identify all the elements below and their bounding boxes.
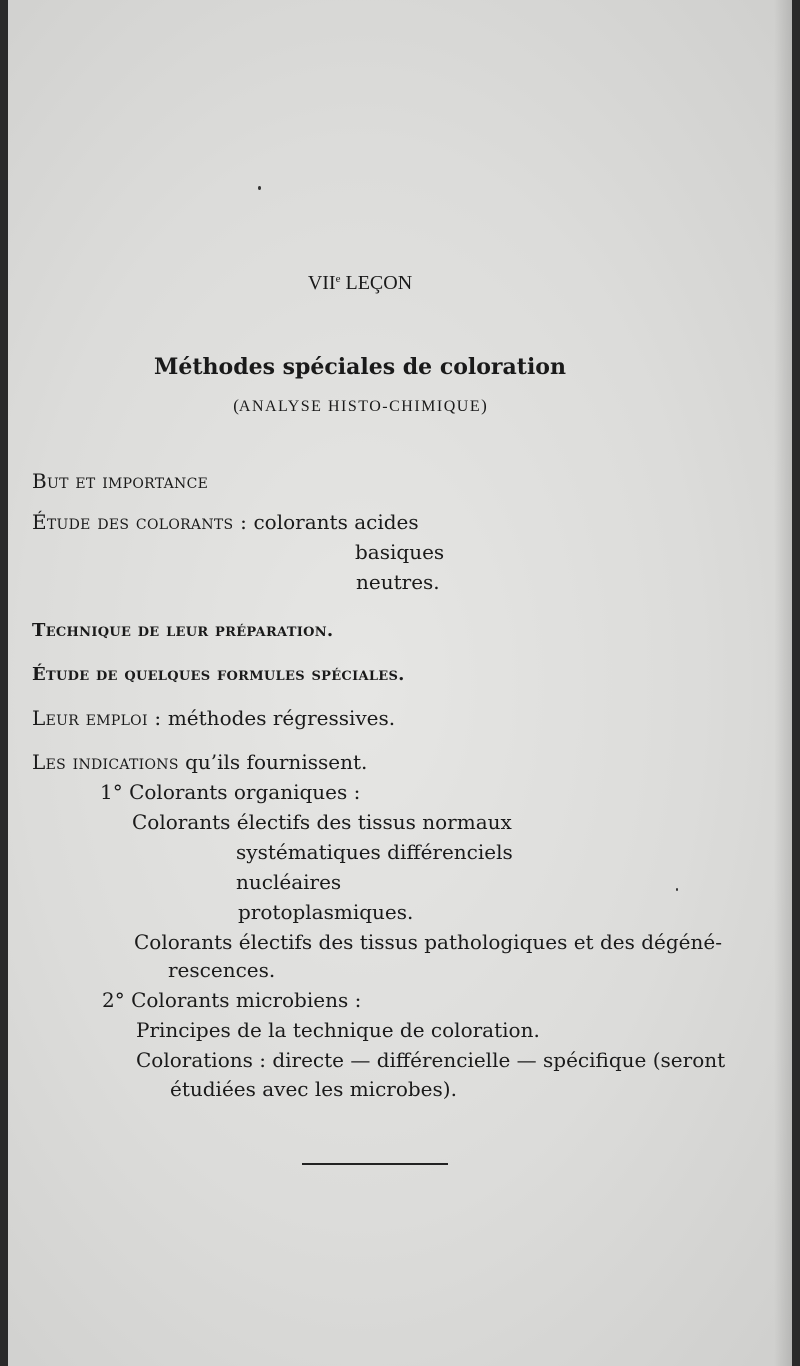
lesson-number: VII <box>307 272 336 294</box>
methodes-regressives: méthodes régressives. <box>167 706 396 730</box>
microbial-heading: 2° Colorants microbiens : <box>102 988 362 1012</box>
organic-heading: 1° Colorants organiques : <box>100 780 361 804</box>
lesson-heading <box>8 272 712 295</box>
organic-sub-nucleaires: nucléaires <box>236 870 342 894</box>
section-indications-label: Les indications <box>32 750 179 774</box>
lesson-number-suffix: e <box>335 273 341 285</box>
section-etude-formules: Étude de quelques formules spéciales. <box>32 664 405 685</box>
microbial-line-colorations: Colorations : directe — différencielle — spécifique (seront <box>136 1048 726 1072</box>
colorants-acides: colorants acides <box>253 510 419 534</box>
organic-line-pathological: Colorants électifs des tissus pathologiques et des dégéné- <box>134 930 722 954</box>
section-leur-emploi-label: Leur emploi : <box>32 706 162 730</box>
indications-rest: qu’ils fournissent. <box>185 750 368 774</box>
ink-speck <box>676 888 678 891</box>
section-etude-colorants <box>32 510 419 534</box>
section-indications <box>32 750 367 774</box>
organic-sub-protoplasmiques: protoplasmiques. <box>238 900 414 924</box>
microbial-line-colorations-cont: étudiées avec les microbes). <box>170 1077 457 1101</box>
organic-line-pathological-cont: rescences. <box>168 958 276 982</box>
organic-sub-systematiques: systématiques différenciels <box>236 840 513 864</box>
ink-speck <box>258 186 261 190</box>
section-leur-emploi <box>32 706 395 730</box>
subtitle-text: ANALYSE HISTO-CHIMIQUE <box>238 398 482 415</box>
lesson-word: LEÇON <box>345 272 413 294</box>
book-page <box>8 0 792 1366</box>
page-title: Méthodes spéciales de coloration <box>154 354 566 380</box>
section-but-importance: But et importance <box>32 469 209 493</box>
closing-rule <box>302 1163 448 1165</box>
microbial-line-principes: Principes de la technique de coloration. <box>136 1018 540 1042</box>
page-subtitle: (ANALYSE HISTO-CHIMIQUE) <box>233 396 487 415</box>
section-etude-colorants-label: Étude des colorants : <box>32 510 248 534</box>
organic-line-normal-tissues: Colorants électifs des tissus normaux <box>132 810 512 834</box>
colorants-neutres: neutres. <box>356 570 440 594</box>
page-edge-shadow <box>774 0 792 1366</box>
section-technique: Technique de leur préparation. <box>32 620 334 641</box>
colorants-basiques: basiques <box>355 540 445 564</box>
